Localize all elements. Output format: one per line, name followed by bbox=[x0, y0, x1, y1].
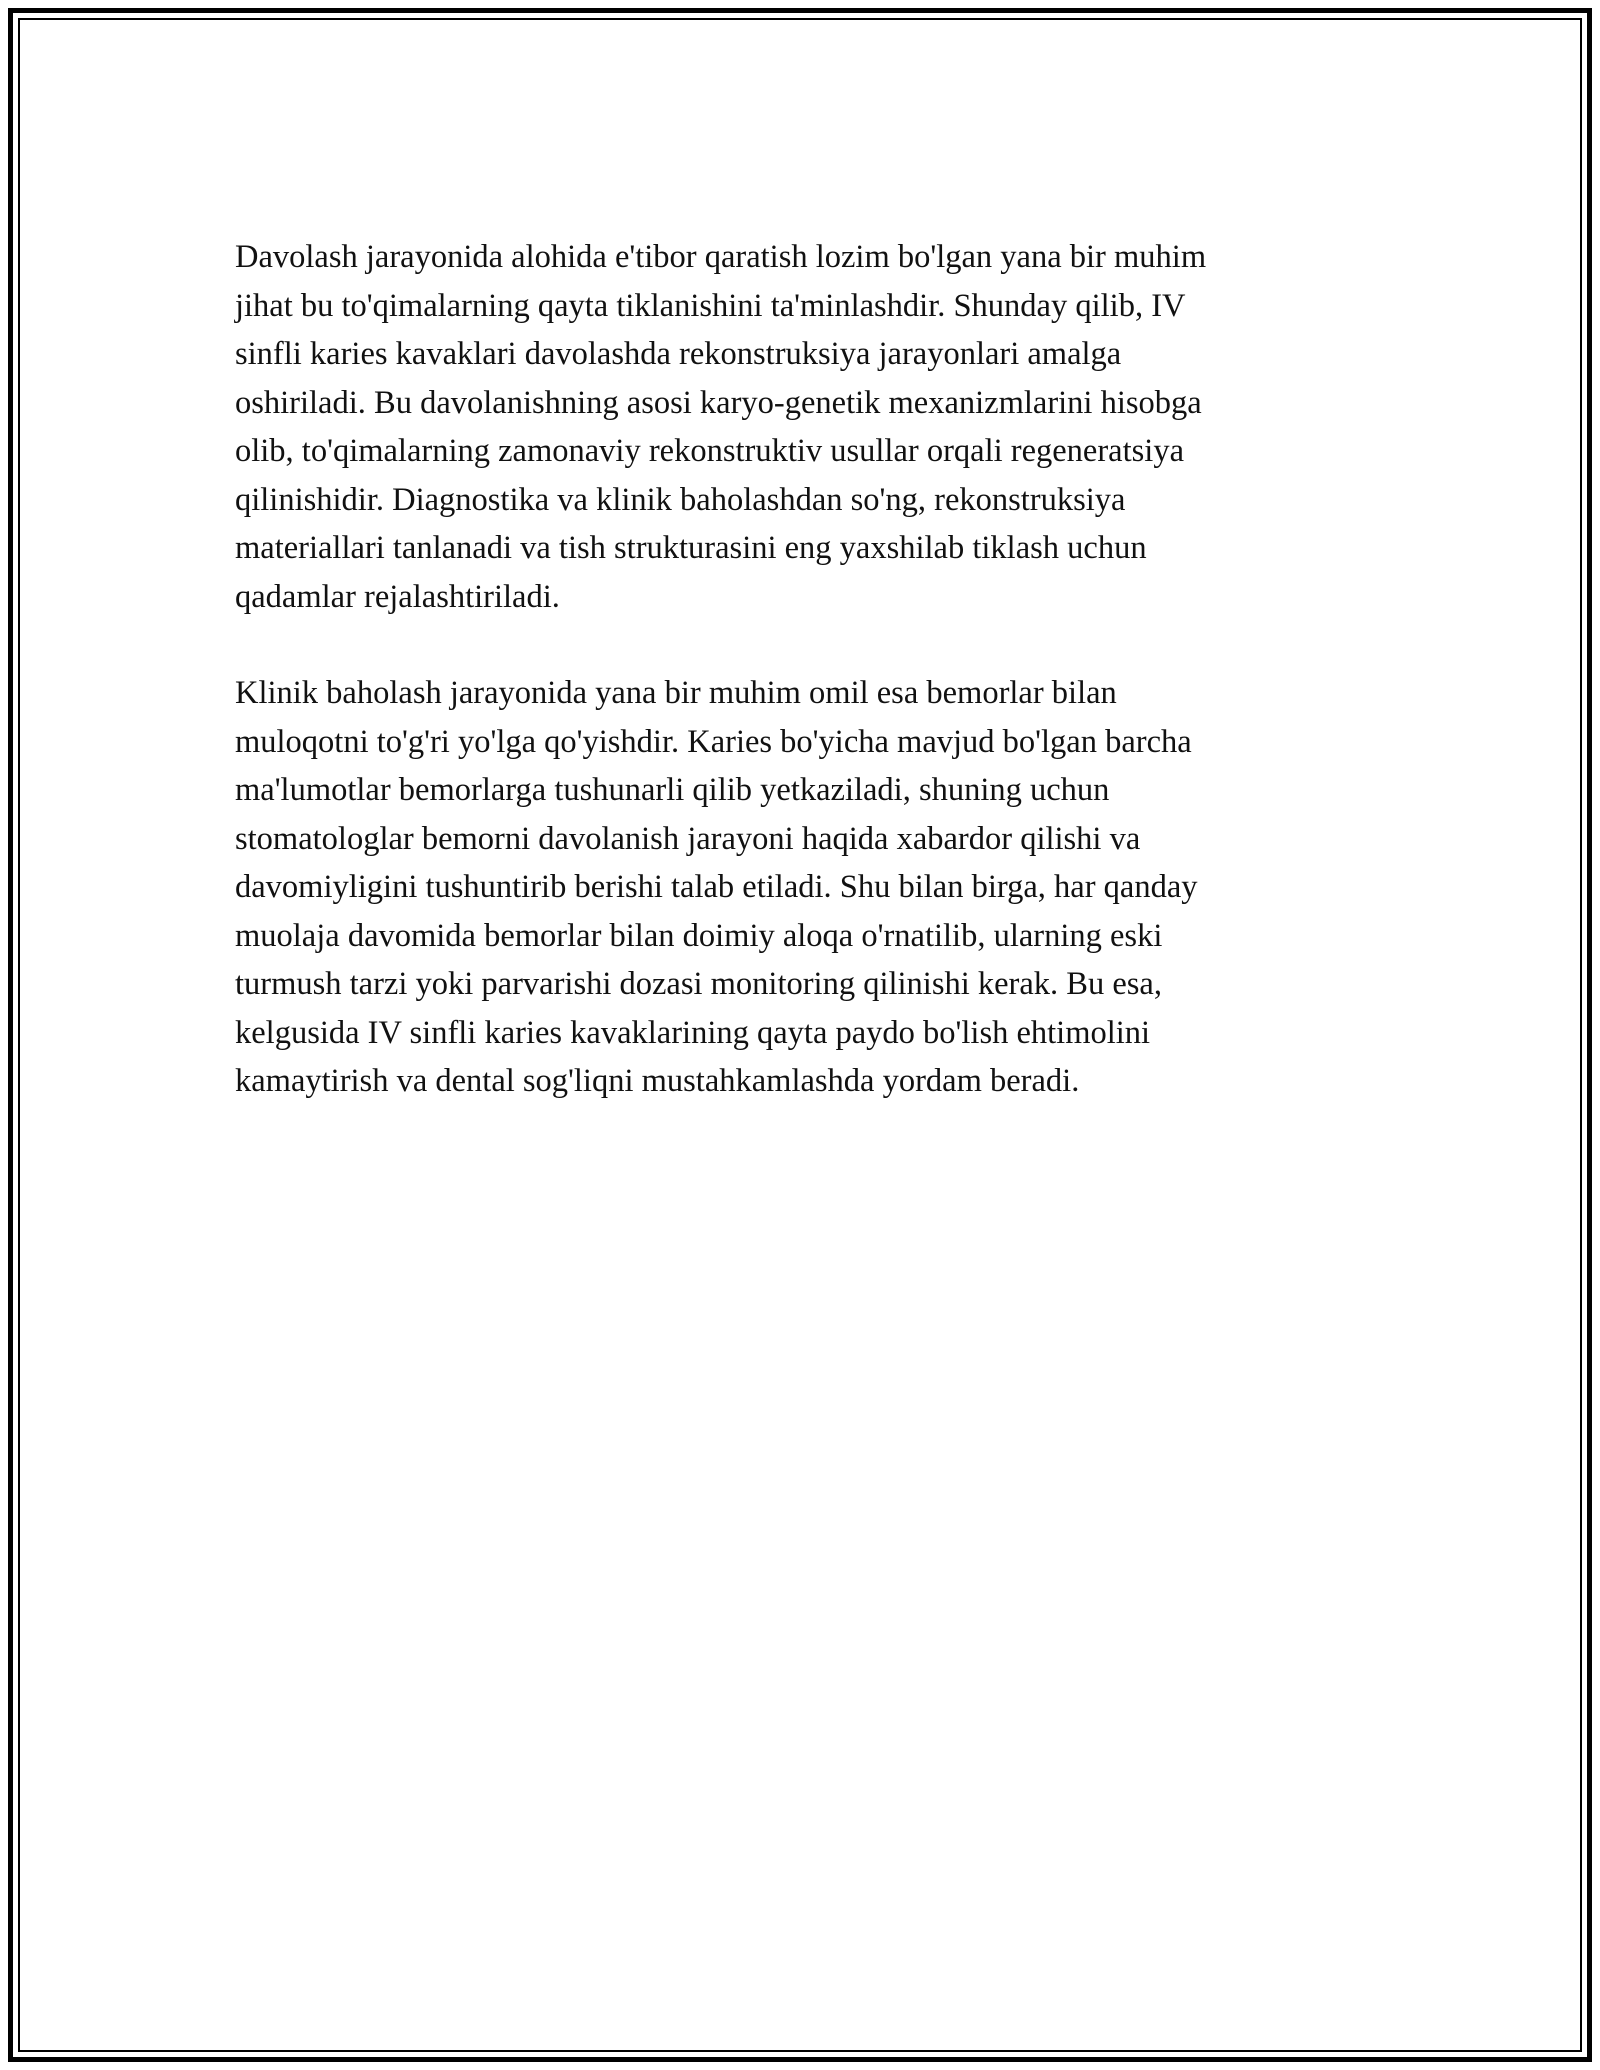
text-line: sinfli karies kavaklari davolashda rekonstruksiya jarayonlari amalga bbox=[235, 336, 1122, 372]
text-line: ma'lumotlar bemorlarga tushunarli qilib yetkaziladi, shuning uchun bbox=[235, 772, 1110, 808]
paragraph-1 bbox=[235, 233, 1365, 621]
text-line: olib, to'qimalarning zamonaviy rekonstruktiv usullar orqali regeneratsiya bbox=[235, 433, 1184, 469]
text-line: qilinishidir. Diagnostika va klinik baholashdan so'ng, rekonstruksiya bbox=[235, 481, 1126, 518]
document-body bbox=[235, 233, 1365, 1106]
text-line: davomiyligini tushuntirib berishi talab etiladi. Shu bilan birga, har qanday bbox=[235, 869, 1198, 905]
text-line: stomatologlar bemorni davolanish jarayoni haqida xabardor qilishi va bbox=[235, 820, 1141, 857]
text-line: Davolash jarayonida alohida e'tibor qaratish lozim bo'lgan yana bir muhim bbox=[235, 239, 1207, 275]
text-line: kamaytirish va dental sog'liqni mustahkamlashda yordam beradi. bbox=[235, 1063, 1080, 1099]
text-line: qadamlar rejalashtiriladi. bbox=[235, 578, 560, 615]
text-line: muolaja davomida bemorlar bilan doimiy aloqa o'rnatilib, ularning eski bbox=[235, 917, 1163, 954]
paragraph-spacer bbox=[235, 621, 1365, 669]
text-line: Klinik baholash jarayonida yana bir muhim omil esa bemorlar bilan bbox=[235, 675, 1117, 711]
text-line: materiallari tanlanadi va tish strukturasini eng yaxshilab tiklash uchun bbox=[235, 530, 1147, 566]
paragraph-2 bbox=[235, 669, 1365, 1106]
text-line: oshiriladi. Bu davolanishning asosi karyo-genetik mexanizmlarini hisobga bbox=[235, 384, 1202, 421]
text-line: muloqotni to'g'ri yo'lga qo'yishdir. Karies bo'yicha mavjud bo'lgan barcha bbox=[235, 723, 1192, 760]
text-line: kelgusida IV sinfli karies kavaklarining qayta paydo bo'lish ehtimolini bbox=[235, 1014, 1151, 1051]
text-line: turmush tarzi yoki parvarishi dozasi monitoring qilinishi kerak. Bu esa, bbox=[235, 966, 1162, 1002]
text-line: jihat bu to'qimalarning qayta tiklanishini ta'minlashdir. Shunday qilib, IV bbox=[235, 287, 1186, 324]
